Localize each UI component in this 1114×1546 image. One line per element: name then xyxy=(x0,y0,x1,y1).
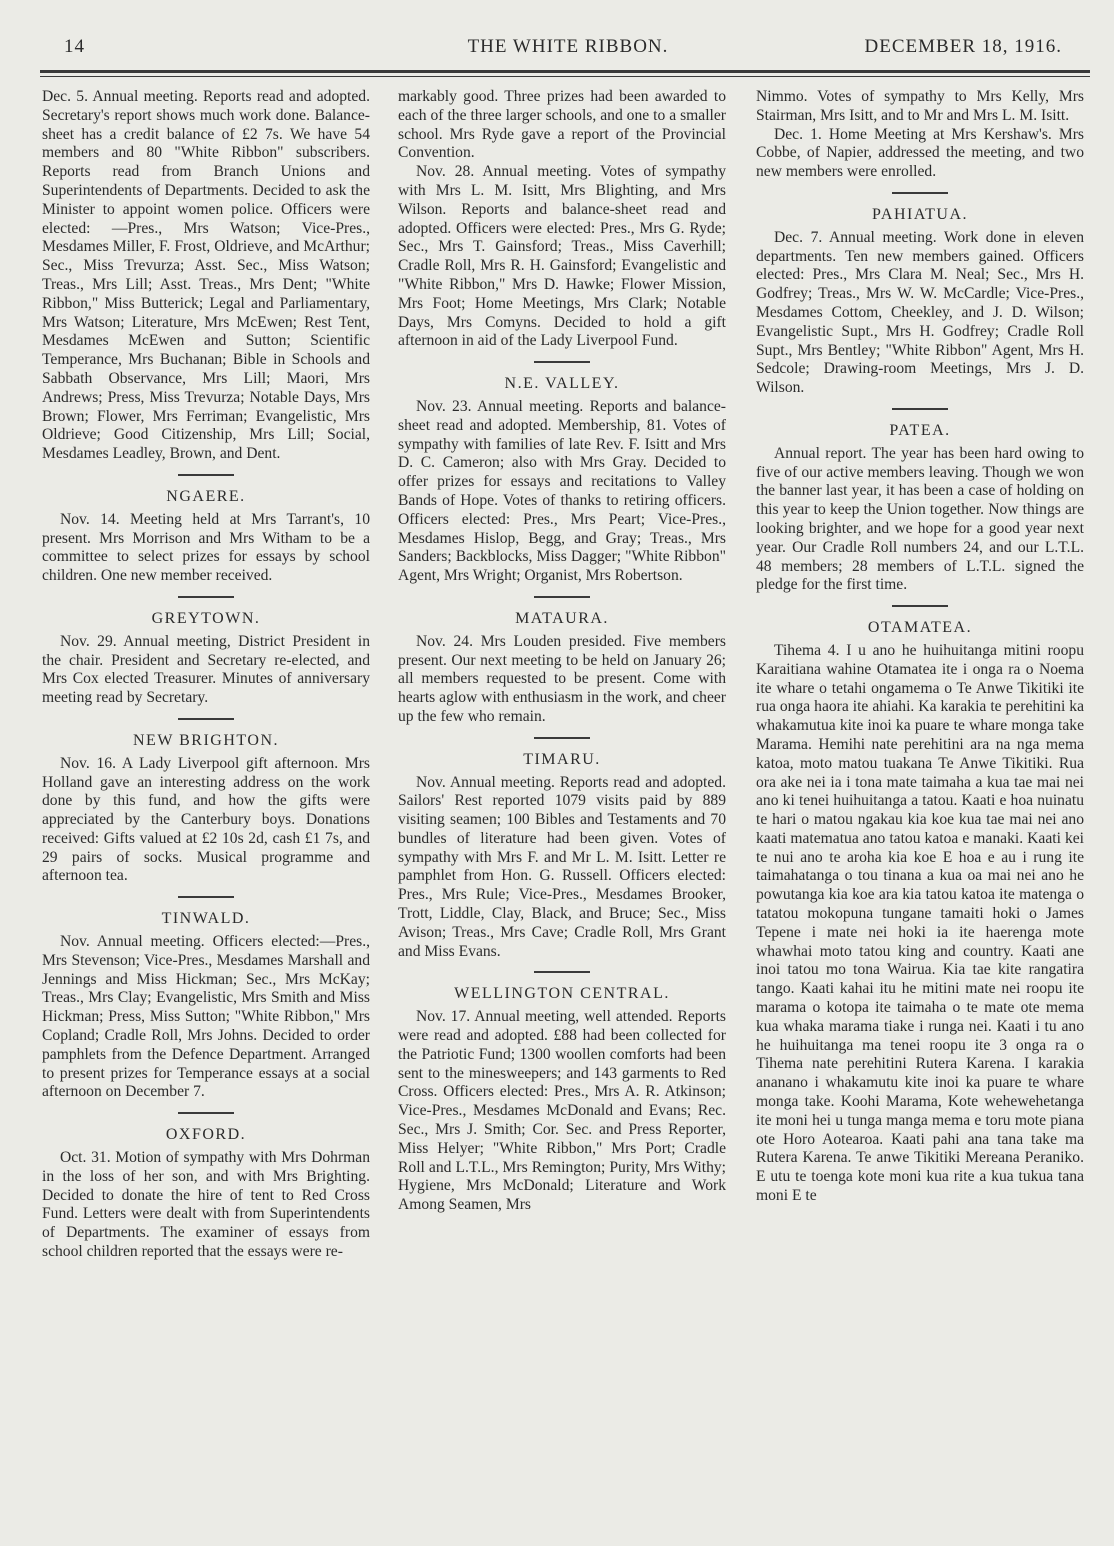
section-divider xyxy=(534,361,590,363)
section-heading-ne-valley: N.E. VALLEY. xyxy=(504,375,620,393)
section-heading-greytown: GREYTOWN. xyxy=(151,609,261,627)
report-paragraph: Nimmo. Votes of sympathy to Mrs Kelly, Mrs Stairman, Mrs Isitt, and to Mr and Mrs L. M. Isitt. xyxy=(756,88,1084,124)
report-paragraph: Nov. 28. Annual meeting. Votes of sympathy with Mrs L. M. Isitt, Mrs Blighting, and Mrs Wilson. Reports and balance-sheet read and adopted. Officers were elected: Pres., Mrs G. Ryde; Sec., Mrs T. Gainsford; Treas., Miss Caverhill; Cradle Roll, Mrs R. H. Gainsford; Evangelistic and "White Ribbon," Mrs D. Hawke; Flower Mission, Mrs Foot; Home Meetings, Mrs Clark; Notable Days, Mrs Comyns. Decided to hold a gift afternoon in aid of the Lady Liverpool Fund. xyxy=(398,163,726,350)
section-divider xyxy=(892,192,948,194)
header-rule-thin xyxy=(40,76,1090,77)
report-paragraph: Nov. Annual meeting. Officers elected:—Pres., Mrs Stevenson; Vice-Pres., Mesdames Marshall and Jennings and Miss Hickman; Sec., Mrs McKay; Treas., Mrs Clay; Evangelistic, Mrs Smith and Miss Hickman; Press, Miss Sutton; "White Ribbon," Mrs Copland; Cradle Roll, Mrs Johns. Decided to order pamphlets from the Defence Department. Arranged to present prizes for Temperance essays at a social afternoon on December 7. xyxy=(42,933,370,1101)
section-divider xyxy=(534,971,590,973)
report-paragraph: Annual report. The year has been hard owing to five of our active members leaving. Though we won the banner last year, it has been a case of holding on this year to keep the Union together. Now things are looking brighter, and we hope for a good year next year. Our Cradle Roll numbers 24, and our L.T.L. 48 members; 28 members of L.T.L. signed the pledge for the first time. xyxy=(756,444,1084,594)
section-divider xyxy=(534,737,590,739)
section-divider xyxy=(892,408,948,410)
section-heading-tinwald: TINWALD. xyxy=(161,910,251,928)
page-number: 14 xyxy=(64,36,85,57)
header-rule-thick xyxy=(40,70,1090,73)
section-heading-wellington-central: WELLINGTON CENTRAL. xyxy=(454,985,670,1003)
report-paragraph: Oct. 31. Motion of sympathy with Mrs Dohrman in the loss of her son, and with Mrs Brighting. Decided to donate the hire of tent to Red Cross Fund. Letters were dealt with from Superintendents of Departments. The examiner of essays from school children reported that the essays were re- xyxy=(42,1149,370,1261)
section-heading-patea: PATEA. xyxy=(889,421,951,439)
section-heading-pahiatua: PAHIATUA. xyxy=(871,205,969,223)
report-paragraph: Nov. 17. Annual meeting, well attended. Reports were read and adopted. £88 had been collected for the Patriotic Fund; 1300 woollen comforts had been sent to the minesweepers; and 143 garments to Red Cross. Officers elected: Pres., Mrs A. R. Atkinson; Vice-Pres., Mesdames McDonald and Evans; Rec. Sec., Mrs J. Smith; Cor. Sec. and Press Reporter, Miss Helyer; "White Ribbon," Mrs Port; Cradle Roll and L.T.L., Mrs Remington; Purity, Mrs Withy; Hygiene, Mrs McDonald; Literature and Work Among Seamen, Mrs xyxy=(398,1008,726,1214)
section-heading-mataura: MATAURA. xyxy=(515,609,609,627)
report-paragraph: Nov. 14. Meeting held at Mrs Tarrant's, 10 present. Mrs Morrison and Mrs Witham to be a committee to select prizes for essays by school children. One new member received. xyxy=(42,510,370,585)
column-1 xyxy=(42,88,370,1262)
report-paragraph: Nov. Annual meeting. Reports read and adopted. Sailors' Rest reported 1079 visits paid by 889 visiting seamen; 100 Bibles and Testaments and 70 bundles of literature had been given. Votes of sympathy with Mrs F. and Mr L. M. Isitt. Letter re pamphlet from Hon. G. Russell. Officers elected: Pres., Mrs Rule; Vice-Pres., Mesdames Brooker, Trott, Liddle, Clay, Black, and Bruce; Sec., Miss Avison; Treas., Mrs Cave; Cradle Roll, Mrs Grant and Miss Evans. xyxy=(398,773,726,960)
section-heading-oxford: OXFORD. xyxy=(165,1126,247,1144)
column-3 xyxy=(756,88,1084,1206)
section-divider xyxy=(178,718,234,720)
section-divider xyxy=(178,1112,234,1114)
masthead-title: THE WHITE RIBBON. xyxy=(467,36,669,57)
report-paragraph: Nov. 24. Mrs Louden presided. Five members present. Our next meeting to be held on January 26; all members requested to be present. Come with hearts aglow with enthusiasm in the work, and cheer up the few who remain. xyxy=(398,632,726,725)
section-divider xyxy=(178,474,234,476)
section-divider xyxy=(178,596,234,598)
report-paragraph: Dec. 5. Annual meeting. Reports read and adopted. Secretary's report shows much work done. Balance-sheet has a credit balance of £2 7s. We have 54 members and 80 "White Ribbon" subscribers. Reports read from Branch Unions and Superintendents of Departments. Decided to ask the Minister to appoint women police. Officers were elected: —Pres., Mrs Watson; Vice-Pres., Mesdames Miller, F. Frost, Oldrieve, and McArthur; Sec., Miss Trevurza; Asst. Sec., Miss Watson; Treas., Mrs Lill; Asst. Treas., Mrs Dent; "White Ribbon," Miss Butterick; Legal and Parliamentary, Mrs Watson; Literature, Mrs McEwen; Rest Tent, Mesdames McEwen and Sutton; Scientific Temperance, Mrs Buchanan; Bible in Schools and Sabbath Observance, Mrs Lill; Maori, Mrs Andrews; Press, Miss Trevurza; Notable Days, Mrs Brown; Flower, Mrs Ferriman; Evangelistic, Mrs Oldrieve; Good Citizenship, Mrs Lill; Social, Mesdames Leadley, Brown, and Dent. xyxy=(42,88,370,463)
report-paragraph: Dec. 7. Annual meeting. Work done in eleven departments. Ten new members gained. Officers elected: Pres., Mrs Clara M. Neal; Sec., Mrs H. Godfrey; Treas., Mrs W. W. McCardle; Vice-Pres., Mesdames Cottom, Cheekley, and J. D. Wilson; Evangelistic Supt., Mrs H. Godfrey; Cradle Roll Supt., Mrs Bentley; "White Ribbon" Agent, Mrs H. Sedcole; Drawing-room Meetings, Mrs J. D. Wilson. xyxy=(756,228,1084,397)
section-divider xyxy=(178,896,234,898)
section-heading-otamatea: OTAMATEA. xyxy=(867,619,973,637)
report-paragraph: Dec. 1. Home Meeting at Mrs Kershaw's. Mrs Cobbe, of Napier, addressed the meeting, and two new members were enrolled. xyxy=(756,125,1084,181)
report-paragraph: Tihema 4. I u ano he huihuitanga mitini roopu Karaitiana wahine Otamatea ite i onga ra o Noema ite whare o tetahi ongamema o Te Anwe Tikitiki ite rua onga haora ite ahiahi. Ka karakia te perehitini ka whakamutua kite inoi ka puare te whare monga take Marama. Hemihi nate perehitini ara na nga mema katoa, moto matou tuakana Te Anwe Tikitiki. Rua ora ake nei ia i tona mate taimaha a kua tae mai nei ano ki tenei huihuitanga a tatou. Kaati e hoa nuinatu te hari o matou ngakau kia koe kua tae mai nei ano kaati matematua ano tatou katoa e manaki. Kaati kei te nui ano te aroha kia koe E hoa e au i rung ite taimahatanga o tou tinana a kua oa mai nei ano he powutanga kia koe ara kia tatou katoa ite matenga o tatatou mokopuna tungane tamaiti hoki o James Tepene i mate nei hoki ia ite haerenga mote whawhai moto tatou king and country. Kaati ane inoi tatou mo tona Wairua. Kia tae kite rangatira tango. Kaati kahai itu he mitini mate nei roopu ite marama o kotopa ite taimaha o te mate ote mema kua whaka marama tiake i runga nei. Kaati i tu ano he huihuitanga ma tenei roopu ite 3 onga ra o Tihema nate perehitini Rutera Karena. I karakia ananano i whakamutu kite inoi ka puare te whare monga take. Koohi Marama, Kote wehewehetanga ite moni hei u tunga manga mema e toru mote piana ote Horo Aotearoa. Kaati pahi ana tana take ma Rutera Karena. Te anwe Tikitiki Mereana Peraniko. E utu te toenga kote moni kua rite a kua tukua tana moni E te xyxy=(756,641,1084,1205)
section-divider xyxy=(892,605,948,607)
issue-date: DECEMBER 18, 1916. xyxy=(864,36,1062,57)
section-heading-timaru: TIMARU. xyxy=(523,750,601,768)
report-paragraph: Nov. 23. Annual meeting. Reports and balance-sheet read and adopted. Membership, 81. Votes of sympathy with families of late Rev. F. Isitt and Mrs D. C. Cameron; also with Mrs Gray. Decided to offer prizes for essays and recitations to Valley Bands of Hope. Votes of thanks to retiring officers. Officers elected: Pres., Mrs Peart; Vice-Pres., Mesdames Hislop, Begg, and Gray; Treas., Mrs Sanders; Backblocks, Miss Dagger; "White Ribbon" Agent, Mrs Wright; Organist, Mrs Robertson. xyxy=(398,397,726,585)
section-heading-ngaere: NGAERE. xyxy=(166,487,246,505)
report-paragraph: Nov. 29. Annual meeting, District President in the chair. President and Secretary re-elected, and Mrs Cox elected Treasurer. Minutes of anniversary meeting read by Secretary. xyxy=(42,632,370,707)
report-paragraph: Nov. 16. A Lady Liverpool gift afternoon. Mrs Holland gave an interesting address on the work done by this fund, and how the gifts were appreciated by the Canterbury boys. Donations received: Gifts valued at £2 10s 2d, cash £1 7s, and 29 pairs of socks. Musical programme and afternoon tea. xyxy=(42,754,370,885)
column-2 xyxy=(398,88,726,1215)
page-header xyxy=(48,34,1088,70)
section-divider xyxy=(534,596,590,598)
section-heading-new-brighton: NEW BRIGHTON. xyxy=(132,731,279,749)
report-paragraph: markably good. Three prizes had been awarded to each of the three larger schools, and one to a smaller school. Mrs Ryde gave a report of the Provincial Convention. xyxy=(398,88,726,162)
